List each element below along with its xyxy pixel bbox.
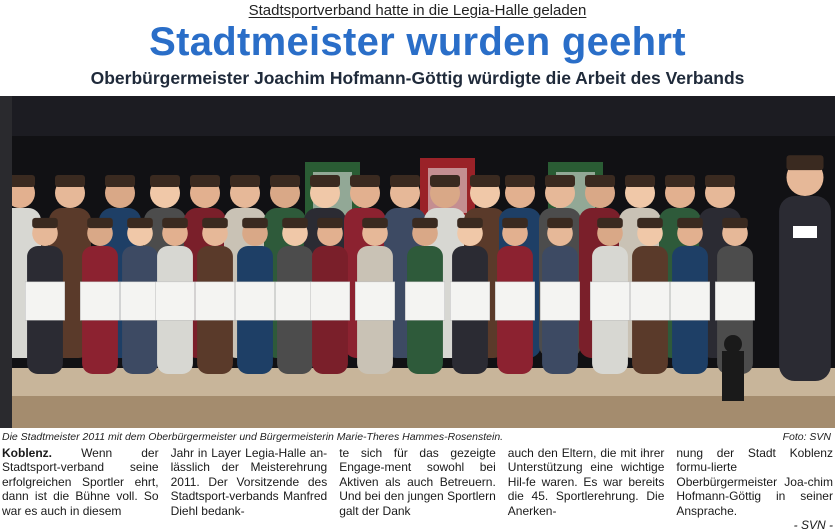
person-hair bbox=[310, 175, 340, 187]
certificate bbox=[590, 282, 629, 320]
person-hair bbox=[350, 175, 380, 187]
certificate bbox=[155, 282, 194, 320]
article-headline: Stadtmeister wurden geehrt bbox=[149, 20, 686, 64]
photo-caption: Die Stadtmeister 2011 mit dem Oberbürgermeister und Bürgermeisterin Marie-Theres Hammes-Rosenstein. bbox=[2, 431, 504, 443]
certificate bbox=[670, 282, 709, 320]
curtain-left bbox=[0, 96, 12, 428]
article-column-1 bbox=[2, 446, 159, 518]
certificate bbox=[120, 282, 159, 320]
person-hair bbox=[412, 218, 438, 228]
person-hair bbox=[597, 218, 623, 228]
person-hair bbox=[585, 175, 615, 187]
column-text: Jahr in Layer Legia-Halle an-lässlich der Meisterehrung 2011. Der Vorsitzende des Stadtsport-verbands Manfred Diehl bedank- bbox=[170, 446, 328, 518]
trophy-head bbox=[724, 335, 742, 353]
certificate bbox=[355, 282, 394, 320]
certificate bbox=[195, 282, 234, 320]
person-hair bbox=[547, 218, 573, 228]
stage-front bbox=[0, 396, 835, 428]
stage-rig bbox=[0, 96, 835, 136]
person-hair bbox=[470, 175, 500, 187]
person-hair bbox=[362, 218, 388, 228]
person-hair bbox=[242, 218, 268, 228]
person-hair bbox=[637, 218, 663, 228]
article-column-2 bbox=[170, 446, 328, 518]
article-kicker: Stadtsportverband hatte in die Legia-Halle geladen bbox=[248, 2, 587, 19]
person-hair bbox=[105, 175, 135, 187]
column-text: te sich für das gezeigte Engage-ment sowohl bei Aktiven als auch Betreuern. Und bei den jungen Sportlern galt der Dank bbox=[339, 446, 496, 518]
group-photo-illustration bbox=[0, 96, 835, 428]
person-body bbox=[779, 196, 831, 381]
person-hair bbox=[190, 175, 220, 187]
person-hair bbox=[625, 175, 655, 187]
photo-credit: Foto: SVN bbox=[782, 431, 831, 443]
person-hair bbox=[430, 175, 460, 187]
certificate bbox=[450, 282, 489, 320]
certificate bbox=[235, 282, 274, 320]
person-hair bbox=[677, 218, 703, 228]
person-hair bbox=[390, 175, 420, 187]
certificate bbox=[630, 282, 669, 320]
shirt-collar bbox=[793, 226, 817, 238]
certificate bbox=[540, 282, 579, 320]
person-hair bbox=[230, 175, 260, 187]
person-hair bbox=[317, 218, 343, 228]
person-hair bbox=[162, 218, 188, 228]
person-hair bbox=[705, 175, 735, 187]
certificate bbox=[80, 282, 119, 320]
article-column-4 bbox=[507, 446, 665, 518]
person-hair bbox=[787, 155, 824, 170]
article-body bbox=[0, 446, 835, 532]
person-hair bbox=[270, 175, 300, 187]
person-hair bbox=[545, 175, 575, 187]
person-hair bbox=[722, 218, 748, 228]
column-text: auch den Eltern, die mit ihrer Unterstützung eine wichtige Hil-fe waren. Es war bereits die 45. Sportlerehrung. Die Anerken- bbox=[507, 446, 665, 518]
certificate bbox=[405, 282, 444, 320]
certificate bbox=[310, 282, 349, 320]
article-column-5 bbox=[676, 446, 833, 532]
trophy-statue bbox=[722, 351, 744, 401]
certificate bbox=[25, 282, 64, 320]
person-hair bbox=[282, 218, 308, 228]
certificate bbox=[275, 282, 314, 320]
article-column-3 bbox=[339, 446, 496, 518]
certificate bbox=[715, 282, 754, 320]
dateline: Koblenz. bbox=[2, 446, 52, 460]
person-hair bbox=[87, 218, 113, 228]
article-subhead: Oberbürgermeister Joachim Hofmann-Göttig würdigte die Arbeit des Verbands bbox=[90, 68, 745, 88]
author-signature: - SVN - bbox=[793, 518, 833, 532]
column-text: nung der Stadt Koblenz formu-lierte Oberbürgermeister Joa-chim Hofmann-Göttig in seiner Ansprache. bbox=[676, 446, 833, 518]
person-hair bbox=[502, 218, 528, 228]
person-hair bbox=[505, 175, 535, 187]
person-hair bbox=[457, 218, 483, 228]
person-hair bbox=[202, 218, 228, 228]
person-hair bbox=[665, 175, 695, 187]
person-hair bbox=[32, 218, 58, 228]
column-text: Wenn der Stadtsport-verband seine erfolgreichen Sportler ehrt, dann ist die Bühne voll. So war es auch in diesem bbox=[2, 446, 159, 518]
person-hair bbox=[55, 175, 85, 187]
person-hair bbox=[150, 175, 180, 187]
person-hair bbox=[127, 218, 153, 228]
certificate bbox=[495, 282, 534, 320]
group-photo bbox=[0, 96, 835, 428]
